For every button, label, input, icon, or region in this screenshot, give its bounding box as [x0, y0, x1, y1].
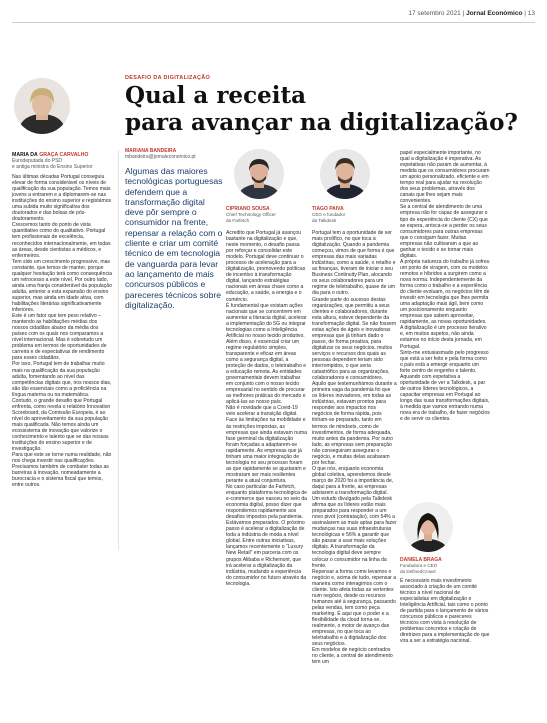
column-4-top: [400, 150, 490, 422]
col2-paragraph: É fundamental que existam ações nacionais que se concentrem em aumentar a literacia digital, acelerar a implementação do 5G ou integrar tecnologias como a Inteligência Artificial no nosso tecido produtivo.: [226, 302, 307, 339]
section-kicker: DESAFIO DA DIGITALIZAÇÃO: [125, 75, 211, 81]
center-author-name: MARIANA BANDEIRA: [125, 148, 177, 154]
person-role: da Talkdesk: [312, 217, 337, 223]
person-photo-1: [234, 149, 284, 199]
person-name: TIAGO PAIVA: [312, 206, 344, 212]
person-photo-2: [320, 149, 370, 199]
col4-paragraph: papel especialmente importante, no qual a digitalização é imperativa. As expetativas não param de aumentar, à medida que os consumidores procuram um apoio personalizado, eficiente e em tempo real para ajudar na resolução dos seus problemas, através dos canais que lhes sejam mais convenientes.: [400, 150, 490, 205]
person-caption-3: [400, 557, 490, 574]
col3-paragraph: Repensar a forma como levamos o negócio e, acima de tudo, repensar a maneira como interagimos com o cliente. Isto afeta todas as vertentes num negócio, desde os recursos humanos até à segurança, passando pelas vendas, tem como peça marketing. É aqui que o poder e a flexibilidade da cloud torna-se, realmente, o motor de avanço das empresas, no que toca ao teletrabalho e à digitalização dos seus negócios.: [312, 568, 397, 648]
left-author-name-red: GRAÇA CARVALHO: [39, 152, 89, 158]
col4-paragraph: Se a central de atendimento de uma empresa não for capaz de assegurar o tipo de experiência do cliente (CX) que se espera, arrisca-se a perder os seus consumidores para outras empresas que o consigam fazer. Muitas empresas não cultivaram a que ao ganhar o tecido e se tornar mais digitais.: [400, 204, 488, 259]
left-author-role-2: e antiga ministra do Ensino Superior: [12, 164, 93, 170]
header-separator-2: |: [524, 10, 528, 17]
col4-paragraph: A própria natureza do trabalho já sofreu um ponto de viragem, com os modelos remotos e híbridos a surgirem como a nova norma. Independentemente da forma como o trabalho e a experiência do cliente evoluam, os negócios têm de investir em tecnologia que lhes permita uma adaptação mais ágil, bem como um posicionamento enquanto empresas que sabem aproveitar, rapidamente, as novas oportunidades. A digitalização é um processo iterativo e, em muitos aspetos, não ainda estamos no início desta jornada, em Portugal.: [400, 258, 490, 350]
center-author-email: mbandeira@jornaleconomico.pt: [125, 154, 196, 160]
person-portrait-graphic: [234, 149, 284, 199]
person-name: DANIELA BRAGA: [400, 557, 442, 563]
person-role: Chief Technology Officer: [226, 212, 276, 217]
col2-paragraph: Além disso, é essencial criar um regime regulatório simples, transparente e eficaz em áreas como a segurança digital, a proteção de dados, o teletrabalho e a educação remota. As entidades governamentais devem trabalhar em conjunto com o nosso tecido empresarial no sentido de procurar as melhores práticas do mercado e aplicá-las ao nosso país.: [226, 338, 307, 406]
col2-paragraph: Acredito que Portugal já avançou bastante na digitalização e que, neste momento, o desafio passa por reforçar e consolidar este modelo. Portugal deve continuar o processo de aceleração para a digitalização, promovendo políticas de incentivo à transformação digital, lançando estratégias nacionais em áreas chave como a educação, a saúde, a energia e o comércio.: [226, 230, 306, 303]
person-name: CIPRIANO SOUSA: [226, 206, 270, 212]
headline-line-1: Qual a receita: [125, 82, 306, 109]
person-role: CEO e fundador: [312, 212, 346, 217]
person-photo-3: [403, 502, 453, 552]
author-photo: [14, 78, 70, 134]
col3-paragraph: Portugal tem a oportunidade de ser mais prolífico, no que toca à digitalização. Quando a pandemia começou, vimos de que forma é que empresas das mais variadas indústrias, como a saúde, o retalho e as finanças, tiveram de iniciar o seu Business Continuity Plan, alocando os seus colaboradores para um regime de teletrabalho, quase de um dia para o outro.: [312, 230, 396, 297]
col3-paragraph: Em modelos de negócio centrados no cliente, a central de atendimento tem um: [312, 647, 393, 666]
person-role: da DefinedCrowd: [400, 568, 436, 574]
col4-paragraph: É necessário mais investimento associado à criação de um comité técnico a nível nacional de especialistas em digitalização e Inteligência Artificial, tais como o ponto de partida para o lançamento de vários concursos públicos e pareceres técnicos com vista à resolução de problemas concretos e criação de diretrizes para a implementação do que vira a ser a estratégia nacional.: [400, 578, 490, 645]
left-paragraph: Crescemos tanto do ponto de vista quantitativo como do qualitativo. Portugal tem profissionais de excelência, reconhecidos internacionalmente, em todas as áreas, desde cientistas a médicos, e enfermeiros.: [12, 222, 111, 259]
person-role: da Farfetch: [226, 217, 250, 223]
author-portrait-graphic: [14, 78, 70, 134]
left-paragraph: Este é um fator que tem peso relativo – mantendo as habilitações médias dos nossos cidadãos abaixo da média dos países com os quais nos comparamos a nível internacional. Mas é sobretudo um problema em termos de oportunidades de carreira e de expectativas de rendimento para esses cidadãos.: [12, 313, 107, 362]
left-paragraph: Contudo, o grande desafio que Portugal enfrenta, como revela o relatório Innovation Scoreboard, da Comissão Europeia, é ao nível do aproveitamento da sua população mais qualificada. Não temos ainda um ecossistema de inovação que valorize o conhecimento e talento que se das nossas instituições do ensino superior e de investigação.: [12, 397, 111, 453]
left-author-role-1: Eurodeputada do PSD: [12, 158, 63, 164]
col4-paragraph: Sinto-me entusiasmado pelo progresso que está a ser feito e pela forma como o país está a emergir enquanto um forte centro de engenho e talento. Aquando com expetativa a oportunidade de ver a Talkdesk, a par de outros líderes tecnológicos, a capacitar empresas em Portugal ao longo das suas transformações digitais, à medida que vamos entrando numa nova era de trabalho, de fazer negócios e de servir os clientes.: [400, 349, 490, 423]
column-divider: [118, 150, 119, 550]
left-paragraph: Por isso, Portugal tem de trabalhar muito mais na qualificação da sua população adulta, fomentando ao nível das competências digitais que, nos nossos dias, são tão essenciais como a proficiência na língua materna ou na matemática.: [12, 361, 112, 398]
person-portrait-graphic: [403, 502, 453, 552]
header-rule: [12, 22, 535, 23]
left-paragraph: Nas últimas décadas Portugal conseguiu elevar de forma considerável os níveis de qualificação da sua população. Temos mais jovens a entrarem e a diplomarem-se nas instituições do ensino superior e registámos uma subida muito significativa dos doutorados e das bolsas de pós-doutoramento.: [12, 174, 112, 223]
col2-paragraph: No caso particular da Farfetch, enquanto plataforma tecnológica de e-commerce que nasceu no seio da economia digital, posso dizer que respondemos rapidamente aos desafios impostos pela pandemia.: [226, 483, 307, 521]
person-caption-2: [312, 206, 392, 223]
left-author-name-bold: MARIA DA: [12, 152, 38, 158]
header-page-number: 13: [527, 10, 535, 17]
col2-paragraph: Não é novidade que a Covid-19 veio acelerar a transição digital. Face às limitações na mobilidade e às restrições impostas, as empresas que ainda estavam numa fase germinal da digitalização foram forçadas a adaptarem-se rapidamente. As empresas que já tinham uma maior integração de tecnologia no seu processo foram as que rapidamente se ajustaram e mostraram ser mais resilientes perante a atual conjuntura.: [226, 405, 307, 484]
column-4-bottom: [400, 578, 490, 645]
header-date: 17 setembro 2021: [408, 10, 461, 17]
headline-line-2: para avançar na digitalização?: [125, 109, 518, 136]
left-paragraph: Tem sido um crescimento progressivo, mas constante, que temos de manter, porque qualquer hesitação terá como consequência um retrocesso a este nível. Por outro lado, ainda uma franja considerável da população adulta, anterior a esta expansão do ensino superior, mas ainda em idade ativa, com habilitações literárias significativamente inferiores.: [12, 258, 112, 314]
column-3: [312, 230, 397, 665]
person-role: Fundadora e CEO: [400, 563, 438, 568]
col2-paragraph: Estávamos preparados. O próximo passo é acelerar a digitalização de toda a indústria de moda a nível global. Entre outras iniciativas, lançamos recentemente o “Luxury New Retail” em parceria com os grupos Alibaba e Richemont, que irá acelerar a digitalização da indústria, mudando a experiência do consumidor no futuro através da tecnologia.: [226, 520, 307, 587]
person-portrait-graphic: [320, 149, 370, 199]
header-separator: |: [462, 10, 467, 17]
page-header: [408, 10, 535, 17]
lead-paragraph: Algumas das maiores tecnológicas portuguesas defendem que a transformação digital deve pôr sempre o consumidor na frente, repensar a relação com o cliente e criar um comité técnico de em tecnologia de vanguarda para levar ao lançamento de mais concursos públicos e pareceres técnicos sobre digitalização.: [125, 166, 223, 310]
col3-paragraph: Grande parte do sucesso destas organizações, que permitiu a seus clientes e colaboradores, durante esta altura, esteve dependente da transformação digital. Se não fossem estas ações de ágeis e inovadoras empresas que já tinham dado o passo, de forma proativa, para digitalizar os seus negócios, muitos serviços e recursos dos quais as pessoas dependem teriam sido interrompidos, o que seria catastrófico para as organizações, colaboradores e consumidores.: [312, 296, 397, 382]
col3-paragraph: Aquilo que testemunhámos durante a primeira vaga da pandemia foi que os líderes inovadores, em todas as indústrias, estavam prontos para responder aos impactos nos negócios de forma rápida, pois tinham-se preparado, tanto em termos de mindsets, como de investimentos, de forma adequada, muito antes da pandemia. Por outro lado, as empresas sem preparação não conseguiram assegurar o negócio, e muitas delas acabaram por fechar.: [312, 381, 397, 466]
left-paragraph: Para que este se torne numa realidade, não nos chega investir nas qualificações. Precisamos também de combater todas as barreiras à inovação, nomeadamente a burocracia e o sistema fiscal que temos, entre outros.: [12, 452, 112, 489]
person-caption-1: [226, 206, 306, 223]
left-column: [12, 152, 114, 488]
col3-paragraph: O que nós, enquanto economia global coletiva, aprendemos desde março de 2020 foi a importância de, daqui para a frente, as empresas adotarem a transformação digital. Um estudo divulgado pela Talkdesk afirma que os líderes estão mais preparados para responder a um novo pivot (contratação), com 54% a assinalarem as mais aptas para fazer mudanças nas suas infraestruturas tecnológicas e 56% a garantir que são passar a usar mais soluções digitais. A transformação da tecnologia digital deve sempre colocar o consumidor na linha da frente.: [312, 465, 397, 569]
center-byline: [125, 148, 245, 160]
column-2: [226, 230, 307, 587]
header-publication: Jornal Económico: [466, 10, 523, 17]
